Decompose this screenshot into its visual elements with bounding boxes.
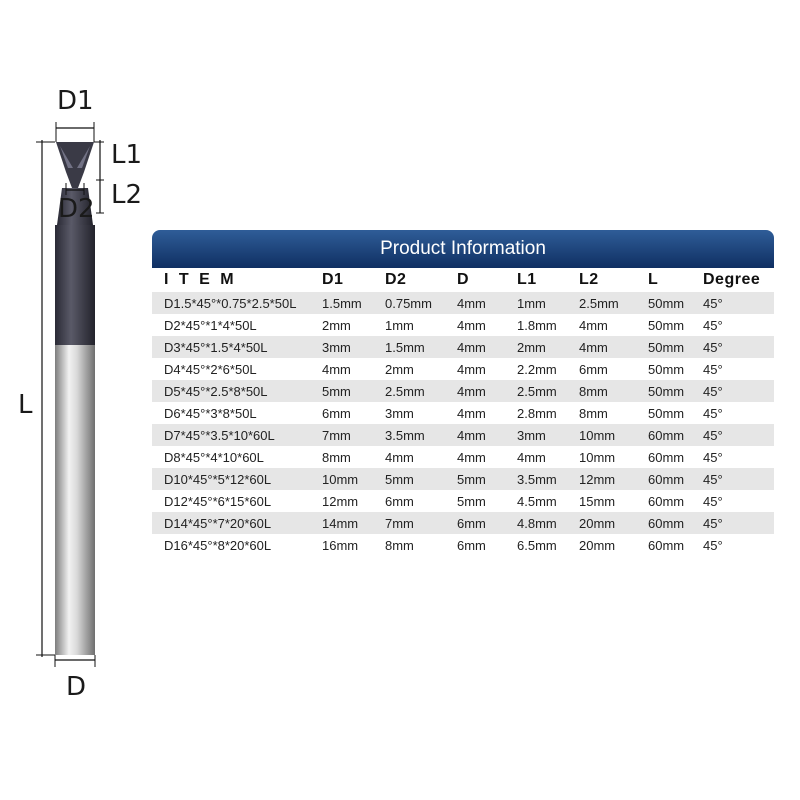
spec-cell: 45° xyxy=(703,292,774,314)
table-row xyxy=(152,468,774,490)
spec-cell: 1mm xyxy=(385,314,457,336)
table-row xyxy=(152,314,774,336)
spec-cell: 2.5mm xyxy=(579,292,648,314)
spec-cell: 1.8mm xyxy=(517,314,579,336)
spec-cell: 1.5mm xyxy=(385,336,457,358)
spec-cell: 4.8mm xyxy=(517,512,579,534)
spec-cell: 60mm xyxy=(648,534,703,556)
spec-cell: 4mm xyxy=(517,446,579,468)
spec-cell: 3mm xyxy=(385,402,457,424)
tool-shank xyxy=(55,343,95,655)
spec-cell: 4mm xyxy=(457,336,517,358)
column-header-1: D1 xyxy=(322,268,385,292)
spec-cell: 4mm xyxy=(457,424,517,446)
spec-cell: 4mm xyxy=(457,446,517,468)
l-label: L xyxy=(18,390,33,420)
spec-cell: 45° xyxy=(703,424,774,446)
item-cell: D5*45°*2.5*8*50L xyxy=(152,380,322,402)
column-header-0: I T E M xyxy=(152,268,322,292)
spec-cell: 4mm xyxy=(457,314,517,336)
spec-cell: 50mm xyxy=(648,336,703,358)
spec-cell: 8mm xyxy=(579,380,648,402)
table-row xyxy=(152,446,774,468)
spec-cell: 50mm xyxy=(648,358,703,380)
spec-cell: 1.5mm xyxy=(322,292,385,314)
column-header-7: Degree xyxy=(703,268,774,292)
item-cell: D16*45°*8*20*60L xyxy=(152,534,322,556)
table-row xyxy=(152,336,774,358)
spec-cell: 4mm xyxy=(457,292,517,314)
column-header-3: D xyxy=(457,268,517,292)
spec-cell: 4mm xyxy=(457,380,517,402)
spec-cell: 45° xyxy=(703,512,774,534)
spec-cell: 16mm xyxy=(322,534,385,556)
spec-cell: 3mm xyxy=(517,424,579,446)
spec-cell: 4mm xyxy=(457,402,517,424)
spec-cell: 10mm xyxy=(579,446,648,468)
d2-label: D2 xyxy=(58,194,95,224)
spec-cell: 2.8mm xyxy=(517,402,579,424)
l2-label: L2 xyxy=(111,180,143,210)
spec-cell: 2mm xyxy=(385,358,457,380)
spec-cell: 45° xyxy=(703,446,774,468)
spec-cell: 3.5mm xyxy=(385,424,457,446)
spec-cell: 20mm xyxy=(579,512,648,534)
spec-cell: 5mm xyxy=(322,380,385,402)
spec-cell: 7mm xyxy=(322,424,385,446)
spec-cell: 50mm xyxy=(648,402,703,424)
product-info-table xyxy=(152,268,774,556)
table-row xyxy=(152,424,774,446)
column-header-2: D2 xyxy=(385,268,457,292)
item-cell: D3*45°*1.5*4*50L xyxy=(152,336,322,358)
spec-cell: 2mm xyxy=(517,336,579,358)
spec-cell: 2.5mm xyxy=(517,380,579,402)
item-cell: D7*45°*3.5*10*60L xyxy=(152,424,322,446)
spec-cell: 60mm xyxy=(648,424,703,446)
spec-cell: 6mm xyxy=(457,512,517,534)
table-row xyxy=(152,534,774,556)
spec-cell: 45° xyxy=(703,380,774,402)
table-row xyxy=(152,358,774,380)
spec-cell: 45° xyxy=(703,336,774,358)
column-header-4: L1 xyxy=(517,268,579,292)
spec-cell: 45° xyxy=(703,534,774,556)
spec-cell: 4mm xyxy=(385,446,457,468)
spec-cell: 6.5mm xyxy=(517,534,579,556)
spec-cell: 8mm xyxy=(322,446,385,468)
spec-cell: 1mm xyxy=(517,292,579,314)
table-row xyxy=(152,380,774,402)
spec-cell: 2.5mm xyxy=(385,380,457,402)
item-cell: D8*45°*4*10*60L xyxy=(152,446,322,468)
tool-coated-body xyxy=(55,225,95,345)
table-row xyxy=(152,490,774,512)
spec-cell: 20mm xyxy=(579,534,648,556)
table-header-row xyxy=(152,268,774,292)
spec-cell: 3.5mm xyxy=(517,468,579,490)
spec-cell: 45° xyxy=(703,358,774,380)
spec-cell: 50mm xyxy=(648,380,703,402)
spec-cell: 4mm xyxy=(322,358,385,380)
spec-cell: 8mm xyxy=(579,402,648,424)
spec-cell: 50mm xyxy=(648,292,703,314)
item-cell: D2*45°*1*4*50L xyxy=(152,314,322,336)
column-header-5: L2 xyxy=(579,268,648,292)
d1-label: D1 xyxy=(57,86,94,116)
spec-cell: 4mm xyxy=(579,314,648,336)
table-body xyxy=(152,292,774,556)
spec-cell: 3mm xyxy=(322,336,385,358)
item-cell: D4*45°*2*6*50L xyxy=(152,358,322,380)
spec-cell: 5mm xyxy=(457,468,517,490)
spec-cell: 60mm xyxy=(648,468,703,490)
item-cell: D10*45°*5*12*60L xyxy=(152,468,322,490)
spec-cell: 5mm xyxy=(457,490,517,512)
spec-cell: 45° xyxy=(703,402,774,424)
spec-cell: 60mm xyxy=(648,490,703,512)
table-title: Product Information xyxy=(152,230,774,268)
l1-label: L1 xyxy=(111,140,143,170)
spec-cell: 4mm xyxy=(579,336,648,358)
spec-cell: 10mm xyxy=(322,468,385,490)
spec-cell: 60mm xyxy=(648,512,703,534)
spec-cell: 6mm xyxy=(579,358,648,380)
spec-cell: 0.75mm xyxy=(385,292,457,314)
item-cell: D6*45°*3*8*50L xyxy=(152,402,322,424)
spec-cell: 45° xyxy=(703,314,774,336)
spec-cell: 4.5mm xyxy=(517,490,579,512)
table-row xyxy=(152,512,774,534)
spec-cell: 6mm xyxy=(322,402,385,424)
spec-cell: 15mm xyxy=(579,490,648,512)
spec-cell: 2mm xyxy=(322,314,385,336)
spec-cell: 10mm xyxy=(579,424,648,446)
spec-cell: 12mm xyxy=(322,490,385,512)
item-cell: D1.5*45°*0.75*2.5*50L xyxy=(152,292,322,314)
spec-cell: 8mm xyxy=(385,534,457,556)
spec-cell: 4mm xyxy=(457,358,517,380)
spec-cell: 12mm xyxy=(579,468,648,490)
spec-cell: 50mm xyxy=(648,314,703,336)
item-cell: D14*45°*7*20*60L xyxy=(152,512,322,534)
table-row xyxy=(152,402,774,424)
product-info-table-container xyxy=(152,230,774,556)
table-row xyxy=(152,292,774,314)
spec-cell: 14mm xyxy=(322,512,385,534)
spec-cell: 6mm xyxy=(385,490,457,512)
item-cell: D12*45°*6*15*60L xyxy=(152,490,322,512)
spec-cell: 6mm xyxy=(457,534,517,556)
spec-cell: 45° xyxy=(703,468,774,490)
spec-cell: 45° xyxy=(703,490,774,512)
column-header-6: L xyxy=(648,268,703,292)
spec-cell: 5mm xyxy=(385,468,457,490)
spec-cell: 60mm xyxy=(648,446,703,468)
spec-cell: 2.2mm xyxy=(517,358,579,380)
d-label: D xyxy=(66,672,87,702)
spec-cell: 7mm xyxy=(385,512,457,534)
